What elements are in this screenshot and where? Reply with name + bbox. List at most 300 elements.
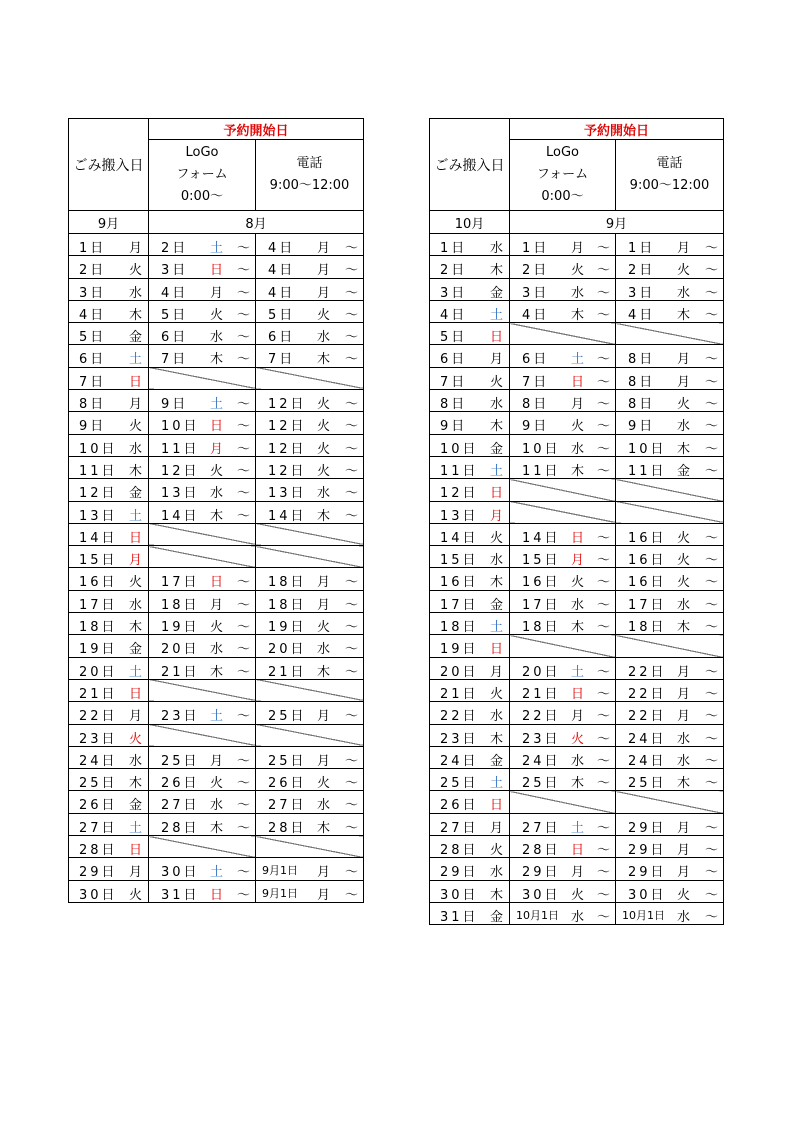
reserve-weekday: 月 <box>571 709 585 725</box>
day-number: 18日 <box>79 620 118 635</box>
table-row <box>69 234 364 256</box>
weekday: 木 <box>489 731 503 747</box>
phone-reserve-cell <box>256 813 364 835</box>
tilde: ～ <box>345 441 359 457</box>
tilde: ～ <box>705 731 719 747</box>
phone-reserve-cell <box>256 278 364 300</box>
weekday: 土 <box>128 352 142 368</box>
tilde: ～ <box>345 486 359 502</box>
garbage-day-cell <box>430 836 510 858</box>
table-row <box>69 546 364 568</box>
logo-reserve-cell <box>149 234 256 256</box>
tilde: ～ <box>236 352 250 368</box>
reserve-date: 15日 <box>522 553 561 568</box>
logo-reserve-cell <box>510 412 616 434</box>
tilde: ～ <box>345 620 359 635</box>
weekday: 金 <box>128 486 142 502</box>
tilde: ～ <box>236 753 250 769</box>
reserve-date: 18日 <box>628 620 667 635</box>
garbage-day-cell <box>69 769 149 791</box>
logo-reserve-cell <box>149 813 256 835</box>
logo-reserve-cell <box>510 234 616 256</box>
reserve-weekday: 水 <box>210 486 224 502</box>
reserve-weekday: 水 <box>317 330 331 345</box>
tilde: ～ <box>236 307 250 323</box>
tilde: ～ <box>345 330 359 345</box>
logo-reserve-cell <box>510 702 616 724</box>
garbage-day-cell <box>69 456 149 478</box>
no-reservation-cell <box>256 836 364 858</box>
garbage-day-cell <box>69 858 149 880</box>
tilde: ～ <box>345 664 359 680</box>
table-row <box>69 769 364 791</box>
reserve-date: 12日 <box>268 463 307 479</box>
tilde: ～ <box>345 463 359 479</box>
weekday: 日 <box>128 374 142 390</box>
reserve-weekday: 月 <box>677 709 691 725</box>
no-reservation-cell <box>149 367 256 389</box>
tilde: ～ <box>596 575 610 591</box>
weekday: 月 <box>489 664 503 680</box>
reserve-weekday: 月 <box>317 285 331 301</box>
table-row <box>69 679 364 701</box>
reserve-date: 3日 <box>161 263 189 279</box>
logo-reserve-cell <box>149 702 256 724</box>
reserve-date: 27日 <box>161 798 200 814</box>
garbage-day-cell <box>430 902 510 924</box>
logo-reserve-cell <box>510 345 616 367</box>
tilde: ～ <box>236 664 250 680</box>
reserve-date: 25日 <box>522 776 561 791</box>
tilde: ～ <box>596 553 610 568</box>
phone-reserve-cell <box>616 769 724 791</box>
reserve-weekday: 火 <box>317 776 331 791</box>
garbage-day-cell <box>430 278 510 300</box>
no-reservation-cell <box>510 479 616 501</box>
day-number: 30日 <box>79 887 118 903</box>
garbage-day-cell <box>430 791 510 813</box>
tilde: ～ <box>236 865 250 881</box>
garbage-day-cell <box>430 234 510 256</box>
reserve-date: 8日 <box>628 397 656 412</box>
reserve-date: 9月1日 <box>262 864 298 878</box>
reserve-weekday: 月 <box>210 441 224 457</box>
reserve-date: 4日 <box>268 241 296 256</box>
table-row <box>430 234 724 256</box>
weekday: 日 <box>489 798 503 814</box>
tilde: ～ <box>345 642 359 658</box>
reserve-date: 12日 <box>268 419 307 435</box>
no-reservation-cell <box>616 635 724 657</box>
garbage-day-cell <box>69 791 149 813</box>
garbage-day-cell <box>430 769 510 791</box>
weekday: 日 <box>489 486 503 502</box>
logo-reserve-cell <box>510 367 616 389</box>
weekday: 日 <box>128 843 142 858</box>
tilde: ～ <box>596 776 610 791</box>
garbage-month: 10月 <box>430 211 510 234</box>
table-row <box>430 613 724 635</box>
table-row <box>430 858 724 880</box>
phone-reserve-cell <box>256 323 364 345</box>
reserve-date: 1日 <box>522 241 550 256</box>
reserve-date: 29日 <box>522 865 561 881</box>
garbage-day-cell <box>430 813 510 835</box>
reserve-date: 12日 <box>161 463 200 479</box>
reserve-weekday: 水 <box>677 285 691 301</box>
no-reservation-cell <box>616 501 724 523</box>
reserve-date: 12日 <box>268 397 307 412</box>
reserve-weekday: 月 <box>317 865 331 881</box>
no-reservation-cell <box>510 323 616 345</box>
reserve-date: 29日 <box>628 843 667 858</box>
weekday: 水 <box>489 709 503 725</box>
tilde: ～ <box>705 263 719 279</box>
day-number: 11日 <box>440 463 479 479</box>
reserve-weekday: 水 <box>571 597 585 613</box>
day-number: 23日 <box>440 731 479 747</box>
reserve-weekday: 火 <box>210 463 224 479</box>
reserve-date: 18日 <box>268 597 307 613</box>
day-number: 6日 <box>79 352 107 368</box>
day-number: 10日 <box>79 441 118 457</box>
reserve-weekday: 火 <box>571 887 585 903</box>
garbage-date-header: ごみ搬入日 <box>430 119 510 211</box>
phone-reserve-cell <box>256 501 364 523</box>
weekday: 木 <box>489 575 503 591</box>
phone-reserve-cell <box>616 724 724 746</box>
phone-reserve-cell <box>256 613 364 635</box>
reserve-weekday: 火 <box>677 553 691 568</box>
reserve-date: 19日 <box>161 620 200 635</box>
tilde: ～ <box>236 397 250 412</box>
reserve-weekday: 木 <box>571 620 585 635</box>
tilde: ～ <box>236 798 250 814</box>
tilde: ～ <box>236 486 250 502</box>
garbage-day-cell <box>430 390 510 412</box>
table-row <box>69 724 364 746</box>
tilde: ～ <box>345 285 359 301</box>
logo-reserve-cell <box>510 278 616 300</box>
reserve-weekday: 月 <box>677 374 691 390</box>
logo-reserve-cell <box>510 880 616 902</box>
reserve-date: 21日 <box>268 664 307 680</box>
day-number: 21日 <box>79 686 118 702</box>
reserve-weekday: 木 <box>317 820 331 836</box>
day-number: 12日 <box>79 486 118 502</box>
table-row <box>69 746 364 768</box>
phone-reserve-cell <box>616 902 724 924</box>
logo-reserve-cell <box>149 434 256 456</box>
logo-reserve-cell <box>149 501 256 523</box>
day-number: 28日 <box>440 843 479 858</box>
weekday: 火 <box>489 374 503 390</box>
reserve-weekday: 月 <box>317 887 331 903</box>
phone-reserve-cell <box>256 256 364 278</box>
reserve-weekday: 水 <box>317 798 331 814</box>
reserve-date: 13日 <box>268 486 307 502</box>
garbage-day-cell <box>430 613 510 635</box>
phone-reserve-cell <box>616 836 724 858</box>
garbage-day-cell <box>69 613 149 635</box>
day-number: 18日 <box>440 620 479 635</box>
tilde: ～ <box>705 820 719 836</box>
table-row <box>69 345 364 367</box>
garbage-day-cell <box>430 256 510 278</box>
reserve-date: 2日 <box>628 263 656 279</box>
day-number: 29日 <box>440 865 479 881</box>
weekday: 水 <box>128 597 142 613</box>
garbage-day-cell <box>430 657 510 679</box>
garbage-day-cell <box>69 746 149 768</box>
day-number: 9日 <box>440 419 468 435</box>
tilde: ～ <box>596 307 610 323</box>
phone-reserve-cell <box>256 345 364 367</box>
reserve-weekday: 火 <box>571 575 585 591</box>
weekday: 土 <box>489 620 503 635</box>
weekday: 水 <box>489 865 503 881</box>
reserve-date: 10日 <box>522 441 561 457</box>
tilde: ～ <box>236 419 250 435</box>
logo-reserve-cell <box>149 635 256 657</box>
no-reservation-cell <box>616 791 724 813</box>
tilde: ～ <box>236 463 250 479</box>
logo-reserve-cell <box>149 345 256 367</box>
reserve-weekday: 水 <box>677 419 691 435</box>
reserve-date: 8日 <box>628 374 656 390</box>
reserve-date: 25日 <box>161 753 200 769</box>
day-number: 27日 <box>79 820 118 836</box>
tilde: ～ <box>596 597 610 613</box>
reserve-date: 6日 <box>522 352 550 368</box>
garbage-date-header: ごみ搬入日 <box>69 119 149 211</box>
tilde: ～ <box>236 642 250 658</box>
no-reservation-cell <box>616 479 724 501</box>
table-row <box>69 300 364 322</box>
reserve-date: 24日 <box>628 731 667 747</box>
garbage-day-cell <box>430 345 510 367</box>
reserve-weekday: 水 <box>571 753 585 769</box>
table-row <box>69 568 364 590</box>
garbage-day-cell <box>69 479 149 501</box>
no-reservation-cell <box>256 367 364 389</box>
garbage-day-cell <box>430 367 510 389</box>
weekday: 金 <box>128 642 142 658</box>
reserve-weekday: 火 <box>571 419 585 435</box>
reserve-date: 12日 <box>268 441 307 457</box>
weekday: 火 <box>128 263 142 279</box>
reserve-weekday: 金 <box>677 463 691 479</box>
table-row <box>430 657 724 679</box>
garbage-day-cell <box>69 278 149 300</box>
weekday: 日 <box>128 530 142 546</box>
logo-reserve-cell <box>149 613 256 635</box>
reserve-weekday: 月 <box>677 843 691 858</box>
garbage-day-cell <box>69 523 149 545</box>
reserve-weekday: 月 <box>677 686 691 702</box>
weekday: 土 <box>128 820 142 836</box>
table-row <box>430 746 724 768</box>
garbage-day-cell <box>69 501 149 523</box>
reserve-date: 17日 <box>628 597 667 613</box>
reserve-weekday: 日 <box>571 686 585 702</box>
phone-reserve-cell <box>616 568 724 590</box>
tilde: ～ <box>345 263 359 279</box>
table-row <box>69 635 364 657</box>
tilde: ～ <box>705 620 719 635</box>
reserve-date: 4日 <box>161 285 189 301</box>
weekday: 土 <box>489 307 503 323</box>
reserve-date: 28日 <box>522 843 561 858</box>
reserve-date: 16日 <box>628 553 667 568</box>
table-row <box>69 836 364 858</box>
logo-reserve-cell <box>510 724 616 746</box>
tilde: ～ <box>596 463 610 479</box>
day-number: 11日 <box>79 463 118 479</box>
logo-reserve-cell <box>510 390 616 412</box>
reserve-weekday: 木 <box>571 307 585 323</box>
no-reservation-cell <box>616 323 724 345</box>
garbage-day-cell <box>430 858 510 880</box>
tilde: ～ <box>345 352 359 368</box>
reserve-weekday: 火 <box>677 575 691 591</box>
reserve-weekday: 月 <box>677 664 691 680</box>
weekday: 木 <box>128 620 142 635</box>
tilde: ～ <box>236 241 250 256</box>
table-row <box>430 590 724 612</box>
table-row <box>69 657 364 679</box>
reserve-weekday: 火 <box>210 307 224 323</box>
reserve-weekday: 火 <box>677 887 691 903</box>
tilde: ～ <box>705 909 719 925</box>
day-number: 24日 <box>79 753 118 769</box>
garbage-day-cell <box>69 880 149 902</box>
logo-reserve-cell <box>510 568 616 590</box>
tilde: ～ <box>596 820 610 836</box>
day-number: 21日 <box>440 686 479 702</box>
weekday: 金 <box>489 285 503 301</box>
reserve-weekday: 木 <box>317 508 331 524</box>
day-number: 6日 <box>440 352 468 368</box>
reserve-weekday: 日 <box>210 887 224 903</box>
logo-reserve-cell <box>510 613 616 635</box>
table-row <box>69 501 364 523</box>
phone-reserve-cell <box>256 746 364 768</box>
garbage-day-cell <box>430 880 510 902</box>
reserve-date: 5日 <box>161 307 189 323</box>
day-number: 27日 <box>440 820 479 836</box>
table-row <box>69 858 364 880</box>
tilde: ～ <box>705 530 719 546</box>
reserve-date: 8日 <box>628 352 656 368</box>
table-row <box>69 256 364 278</box>
reserve-date: 19日 <box>268 620 307 635</box>
weekday: 月 <box>128 709 142 725</box>
tilde: ～ <box>345 397 359 412</box>
tilde: ～ <box>705 776 719 791</box>
tilde: ～ <box>236 887 250 903</box>
phone-header: 電話 9:00～12:00 <box>256 140 364 211</box>
reserve-date: 1日 <box>628 241 656 256</box>
logo-reserve-cell <box>149 479 256 501</box>
tilde: ～ <box>345 776 359 791</box>
no-reservation-cell <box>149 679 256 701</box>
weekday: 金 <box>128 330 142 345</box>
table-row <box>430 479 724 501</box>
tilde: ～ <box>705 441 719 457</box>
tilde: ～ <box>705 397 719 412</box>
day-number: 16日 <box>440 575 479 591</box>
reserve-weekday: 火 <box>677 263 691 279</box>
tilde: ～ <box>705 686 719 702</box>
tilde: ～ <box>345 307 359 323</box>
reserve-date: 28日 <box>161 820 200 836</box>
day-number: 23日 <box>79 731 118 747</box>
table-row <box>69 702 364 724</box>
reserve-weekday: 月 <box>677 820 691 836</box>
logo-reserve-cell <box>149 456 256 478</box>
garbage-day-cell <box>69 568 149 590</box>
table-row <box>430 345 724 367</box>
tilde: ～ <box>345 753 359 769</box>
phone-reserve-cell <box>256 479 364 501</box>
day-number: 15日 <box>440 553 479 568</box>
day-number: 31日 <box>440 909 479 925</box>
reserve-weekday: 木 <box>571 776 585 791</box>
reserve-weekday: 火 <box>677 530 691 546</box>
tilde: ～ <box>705 843 719 858</box>
tilde: ～ <box>345 575 359 591</box>
reserve-weekday: 月 <box>571 397 585 412</box>
logo-reserve-cell <box>149 323 256 345</box>
tilde: ～ <box>705 575 719 591</box>
reserve-date: 7日 <box>268 352 296 368</box>
no-reservation-cell <box>149 724 256 746</box>
phone-reserve-cell <box>616 456 724 478</box>
reserve-weekday: 水 <box>571 441 585 457</box>
table-row <box>430 791 724 813</box>
tilde: ～ <box>236 575 250 591</box>
garbage-day-cell <box>430 702 510 724</box>
reserve-date: 18日 <box>522 620 561 635</box>
reserve-date: 4日 <box>522 307 550 323</box>
phone-reserve-cell <box>256 769 364 791</box>
tilde: ～ <box>596 909 610 925</box>
tilde: ～ <box>596 709 610 725</box>
phone-reserve-cell <box>616 590 724 612</box>
table-row <box>69 523 364 545</box>
phone-reserve-cell <box>256 456 364 478</box>
tilde: ～ <box>596 263 610 279</box>
tilde: ～ <box>236 597 250 613</box>
reserve-date: 21日 <box>522 686 561 702</box>
weekday: 月 <box>128 865 142 881</box>
garbage-day-cell <box>69 657 149 679</box>
table-row <box>69 412 364 434</box>
reserve-weekday: 土 <box>210 865 224 881</box>
reserve-weekday: 木 <box>210 664 224 680</box>
phone-reserve-cell <box>616 256 724 278</box>
table-row <box>430 300 724 322</box>
reserve-date: 3日 <box>628 285 656 301</box>
garbage-day-cell <box>430 568 510 590</box>
reserve-date: 25日 <box>268 753 307 769</box>
weekday: 水 <box>489 397 503 412</box>
reserve-weekday: 木 <box>677 441 691 457</box>
day-number: 3日 <box>79 285 107 301</box>
tilde: ～ <box>705 285 719 301</box>
reserve-weekday: 木 <box>677 620 691 635</box>
